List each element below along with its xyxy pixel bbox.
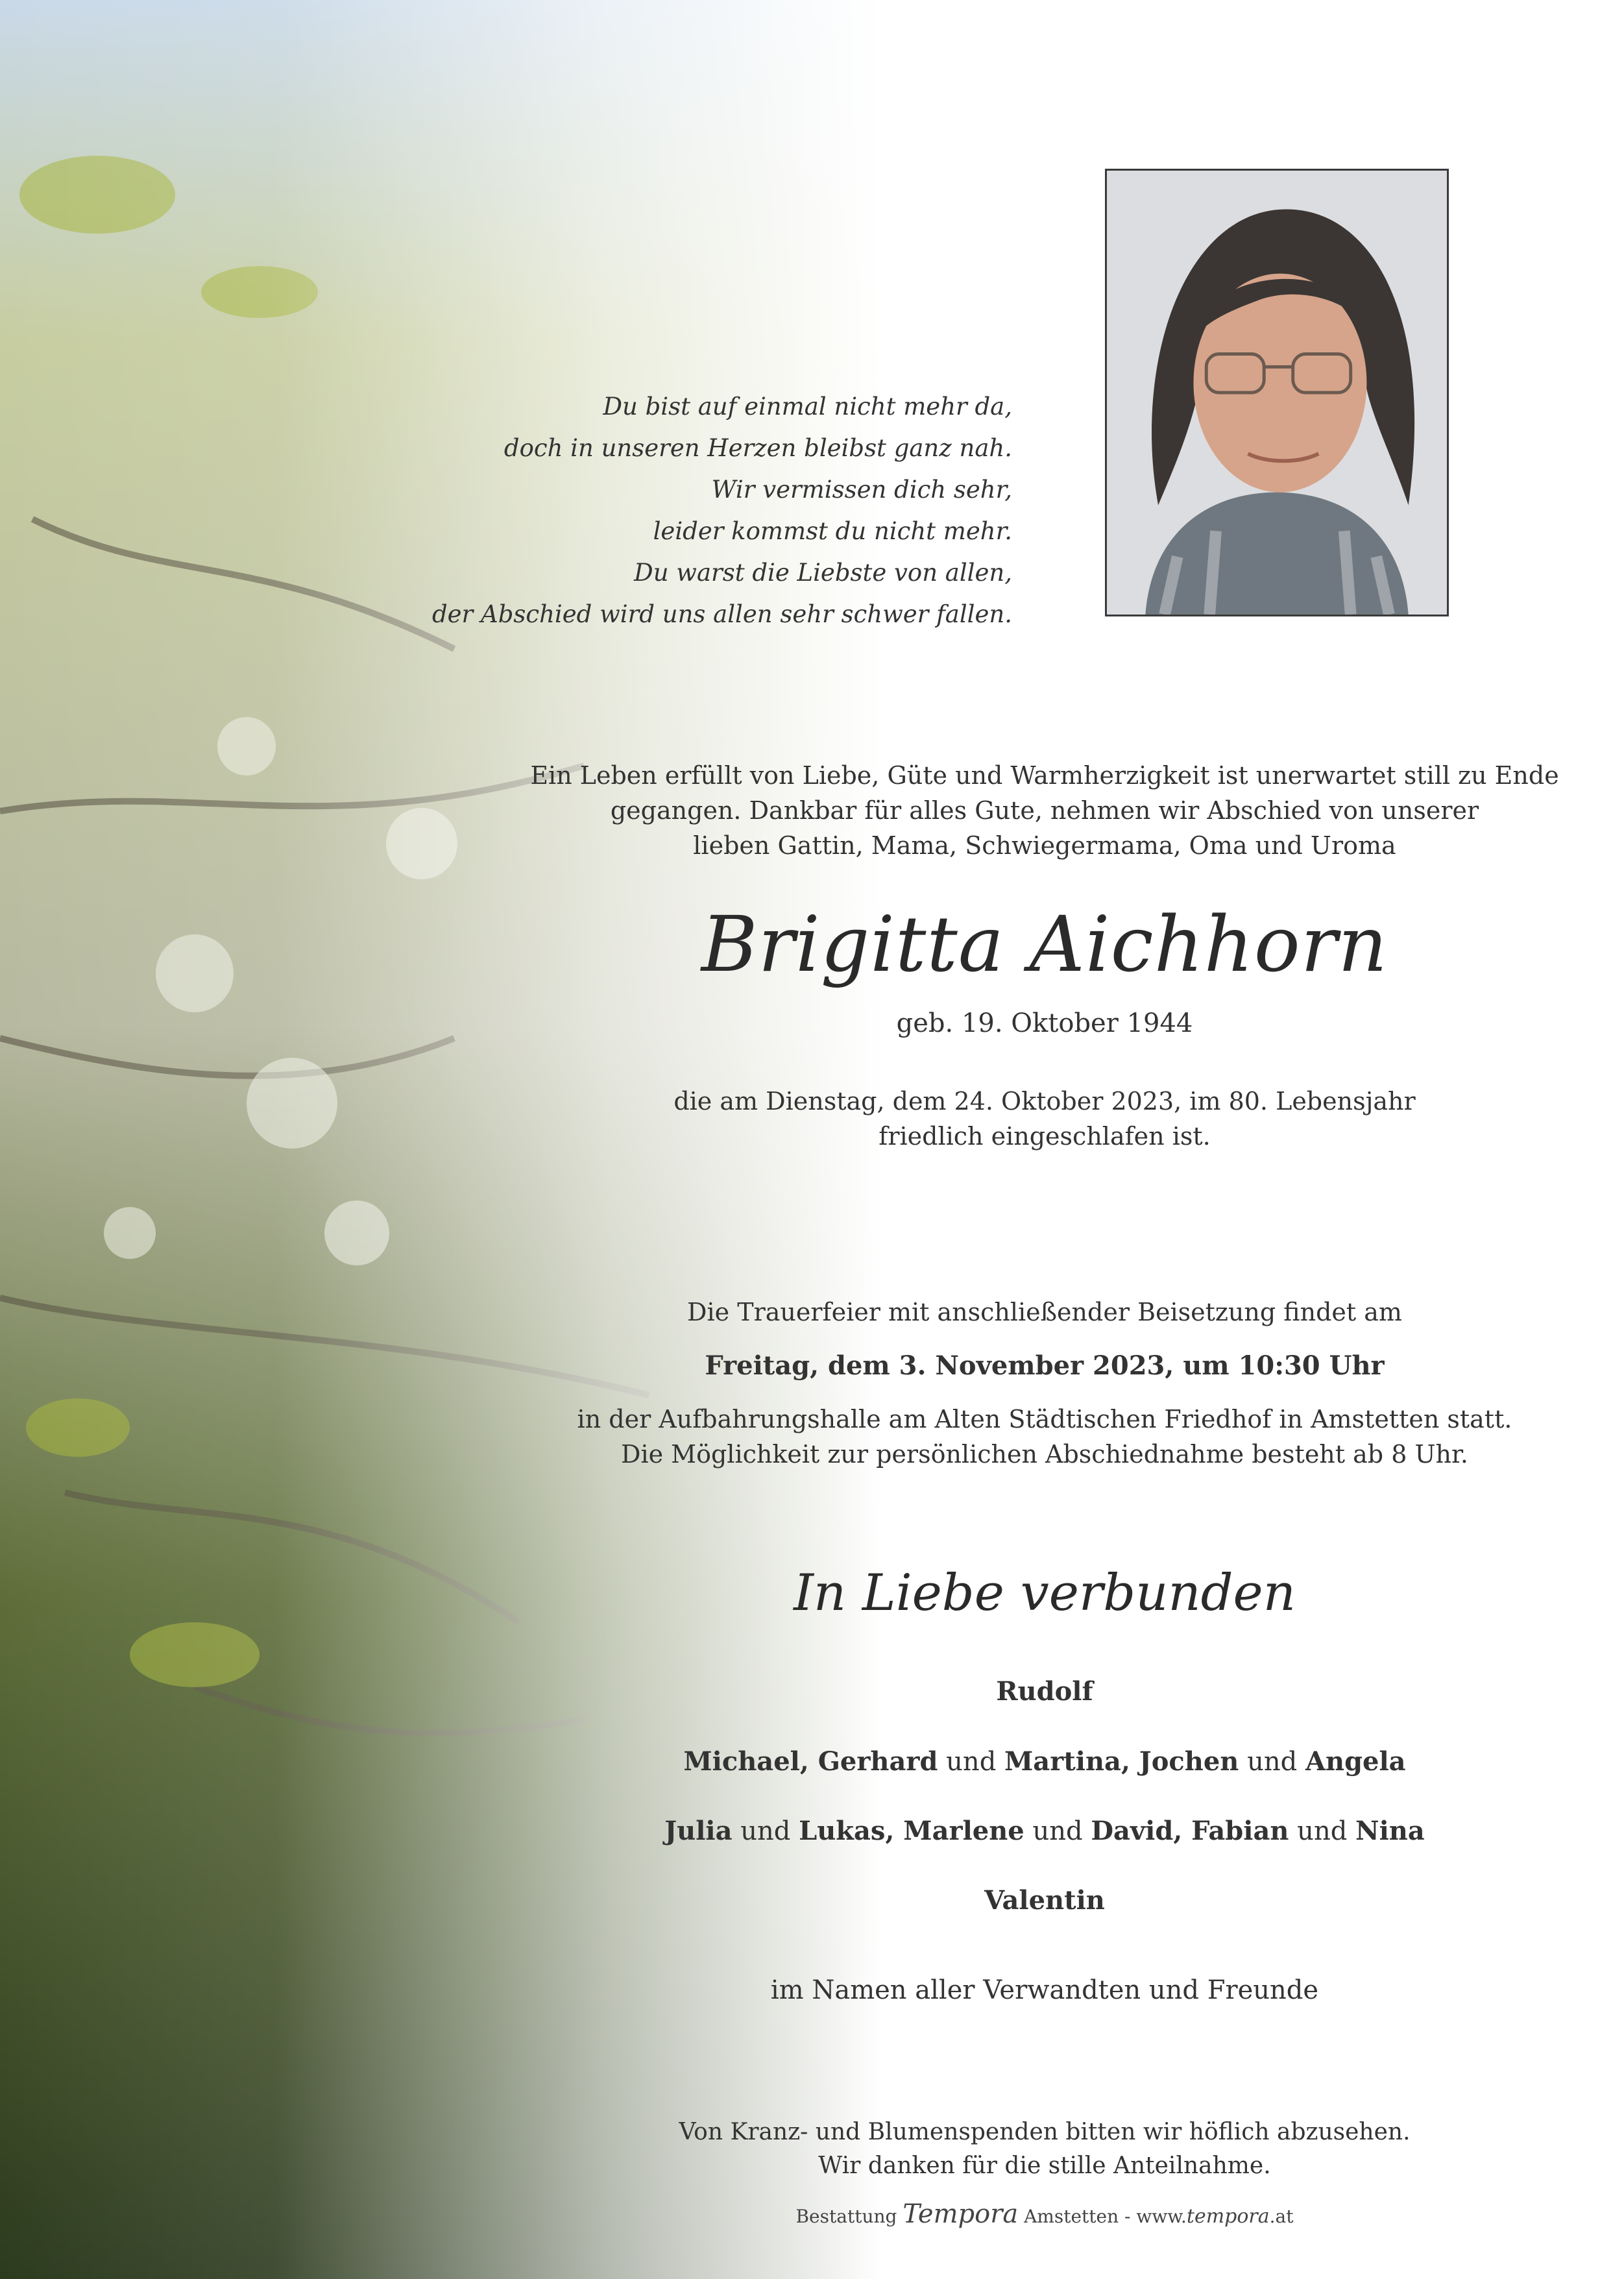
family-name: Michael, Gerhard (683, 1746, 938, 1777)
poem-line: leider kommst du nicht mehr. (653, 517, 1012, 545)
family-line-2 (493, 1744, 1596, 1779)
footer-domain-brand: tempora (1186, 2205, 1270, 2228)
family-line-3 (493, 1814, 1596, 1849)
footer-middle: Amstetten - www. (1018, 2206, 1187, 2227)
intro-line: Ein Leben erfüllt von Liebe, Güte und Warmherzigkeit ist unerwartet still zu Ende (530, 761, 1559, 790)
footer-prefix: Bestattung (795, 2206, 903, 2227)
family-name: Rudolf (996, 1676, 1093, 1707)
conjunction: und (732, 1816, 799, 1846)
poem-line: Du bist auf einmal nicht mehr da, (603, 393, 1012, 420)
ceremony-intro: Die Trauerfeier mit anschließender Beisetzung findet am (687, 1298, 1402, 1326)
family-name: Lukas, Marlene (799, 1816, 1024, 1846)
request-line: Wir danken für die stille Anteilnahme. (818, 2152, 1271, 2179)
poem-line: doch in unseren Herzen bleibst ganz nah. (503, 434, 1012, 462)
intro-line: gegangen. Dankbar für alles Gute, nehmen wir Abschied von unserer (610, 796, 1479, 825)
footer-suffix: .at (1269, 2206, 1294, 2227)
footer-brand-logo: Tempora (903, 2199, 1019, 2229)
family-name: Angela (1305, 1746, 1406, 1777)
conjunction: und (1024, 1816, 1091, 1846)
closing-line: im Namen aller Verwandten und Freunde (770, 1975, 1319, 2005)
birth-date: geb. 19. Oktober 1944 (896, 1008, 1193, 1038)
family-name: Nina (1355, 1816, 1425, 1846)
poem-line: Du warst die Liebste von allen, (634, 559, 1012, 587)
family-line-4 (493, 1883, 1596, 1918)
intro-line: lieben Gattin, Mama, Schwiegermama, Oma und Uroma (693, 831, 1396, 860)
portrait-photo (1105, 169, 1449, 616)
death-notice (493, 1084, 1596, 1154)
memorial-poem (363, 386, 1012, 635)
conjunction: und (938, 1747, 1005, 1777)
family-name: Valentin (984, 1885, 1105, 1916)
intro-text (493, 758, 1596, 863)
conjunction: und (1289, 1816, 1356, 1846)
poem-line: der Abschied wird uns allen sehr schwer fallen. (431, 600, 1012, 628)
family-line-1 (493, 1674, 1596, 1709)
death-line: friedlich eingeschlafen ist. (879, 1122, 1211, 1151)
family-name: David, Fabian (1091, 1816, 1289, 1846)
ceremony-place-line: Die Möglichkeit zur persönlichen Abschiednahme besteht ab 8 Uhr. (620, 1440, 1469, 1469)
conjunction: und (1239, 1747, 1305, 1777)
family-name: Julia (664, 1816, 733, 1846)
ceremony-place (493, 1402, 1596, 1472)
love-heading: In Liebe verbunden (794, 1564, 1296, 1622)
death-line: die am Dienstag, dem 24. Oktober 2023, im 80. Lebensjahr (673, 1087, 1416, 1115)
request-line: Von Kranz- und Blumenspenden bitten wir höflich abzusehen. (679, 2119, 1411, 2145)
deceased-name: Brigitta Aichhorn (701, 899, 1388, 989)
flower-request (493, 2115, 1596, 2183)
ceremony-place-line: in der Aufbahrungshalle am Alten Städtischen Friedhof in Amstetten statt. (577, 1405, 1512, 1433)
ceremony-date: Freitag, dem 3. November 2023, um 10:30 Uhr (705, 1350, 1385, 1381)
family-name: Martina, Jochen (1004, 1746, 1239, 1777)
poem-line: Wir vermissen dich sehr, (711, 476, 1012, 504)
undertaker-footer (493, 2201, 1596, 2230)
